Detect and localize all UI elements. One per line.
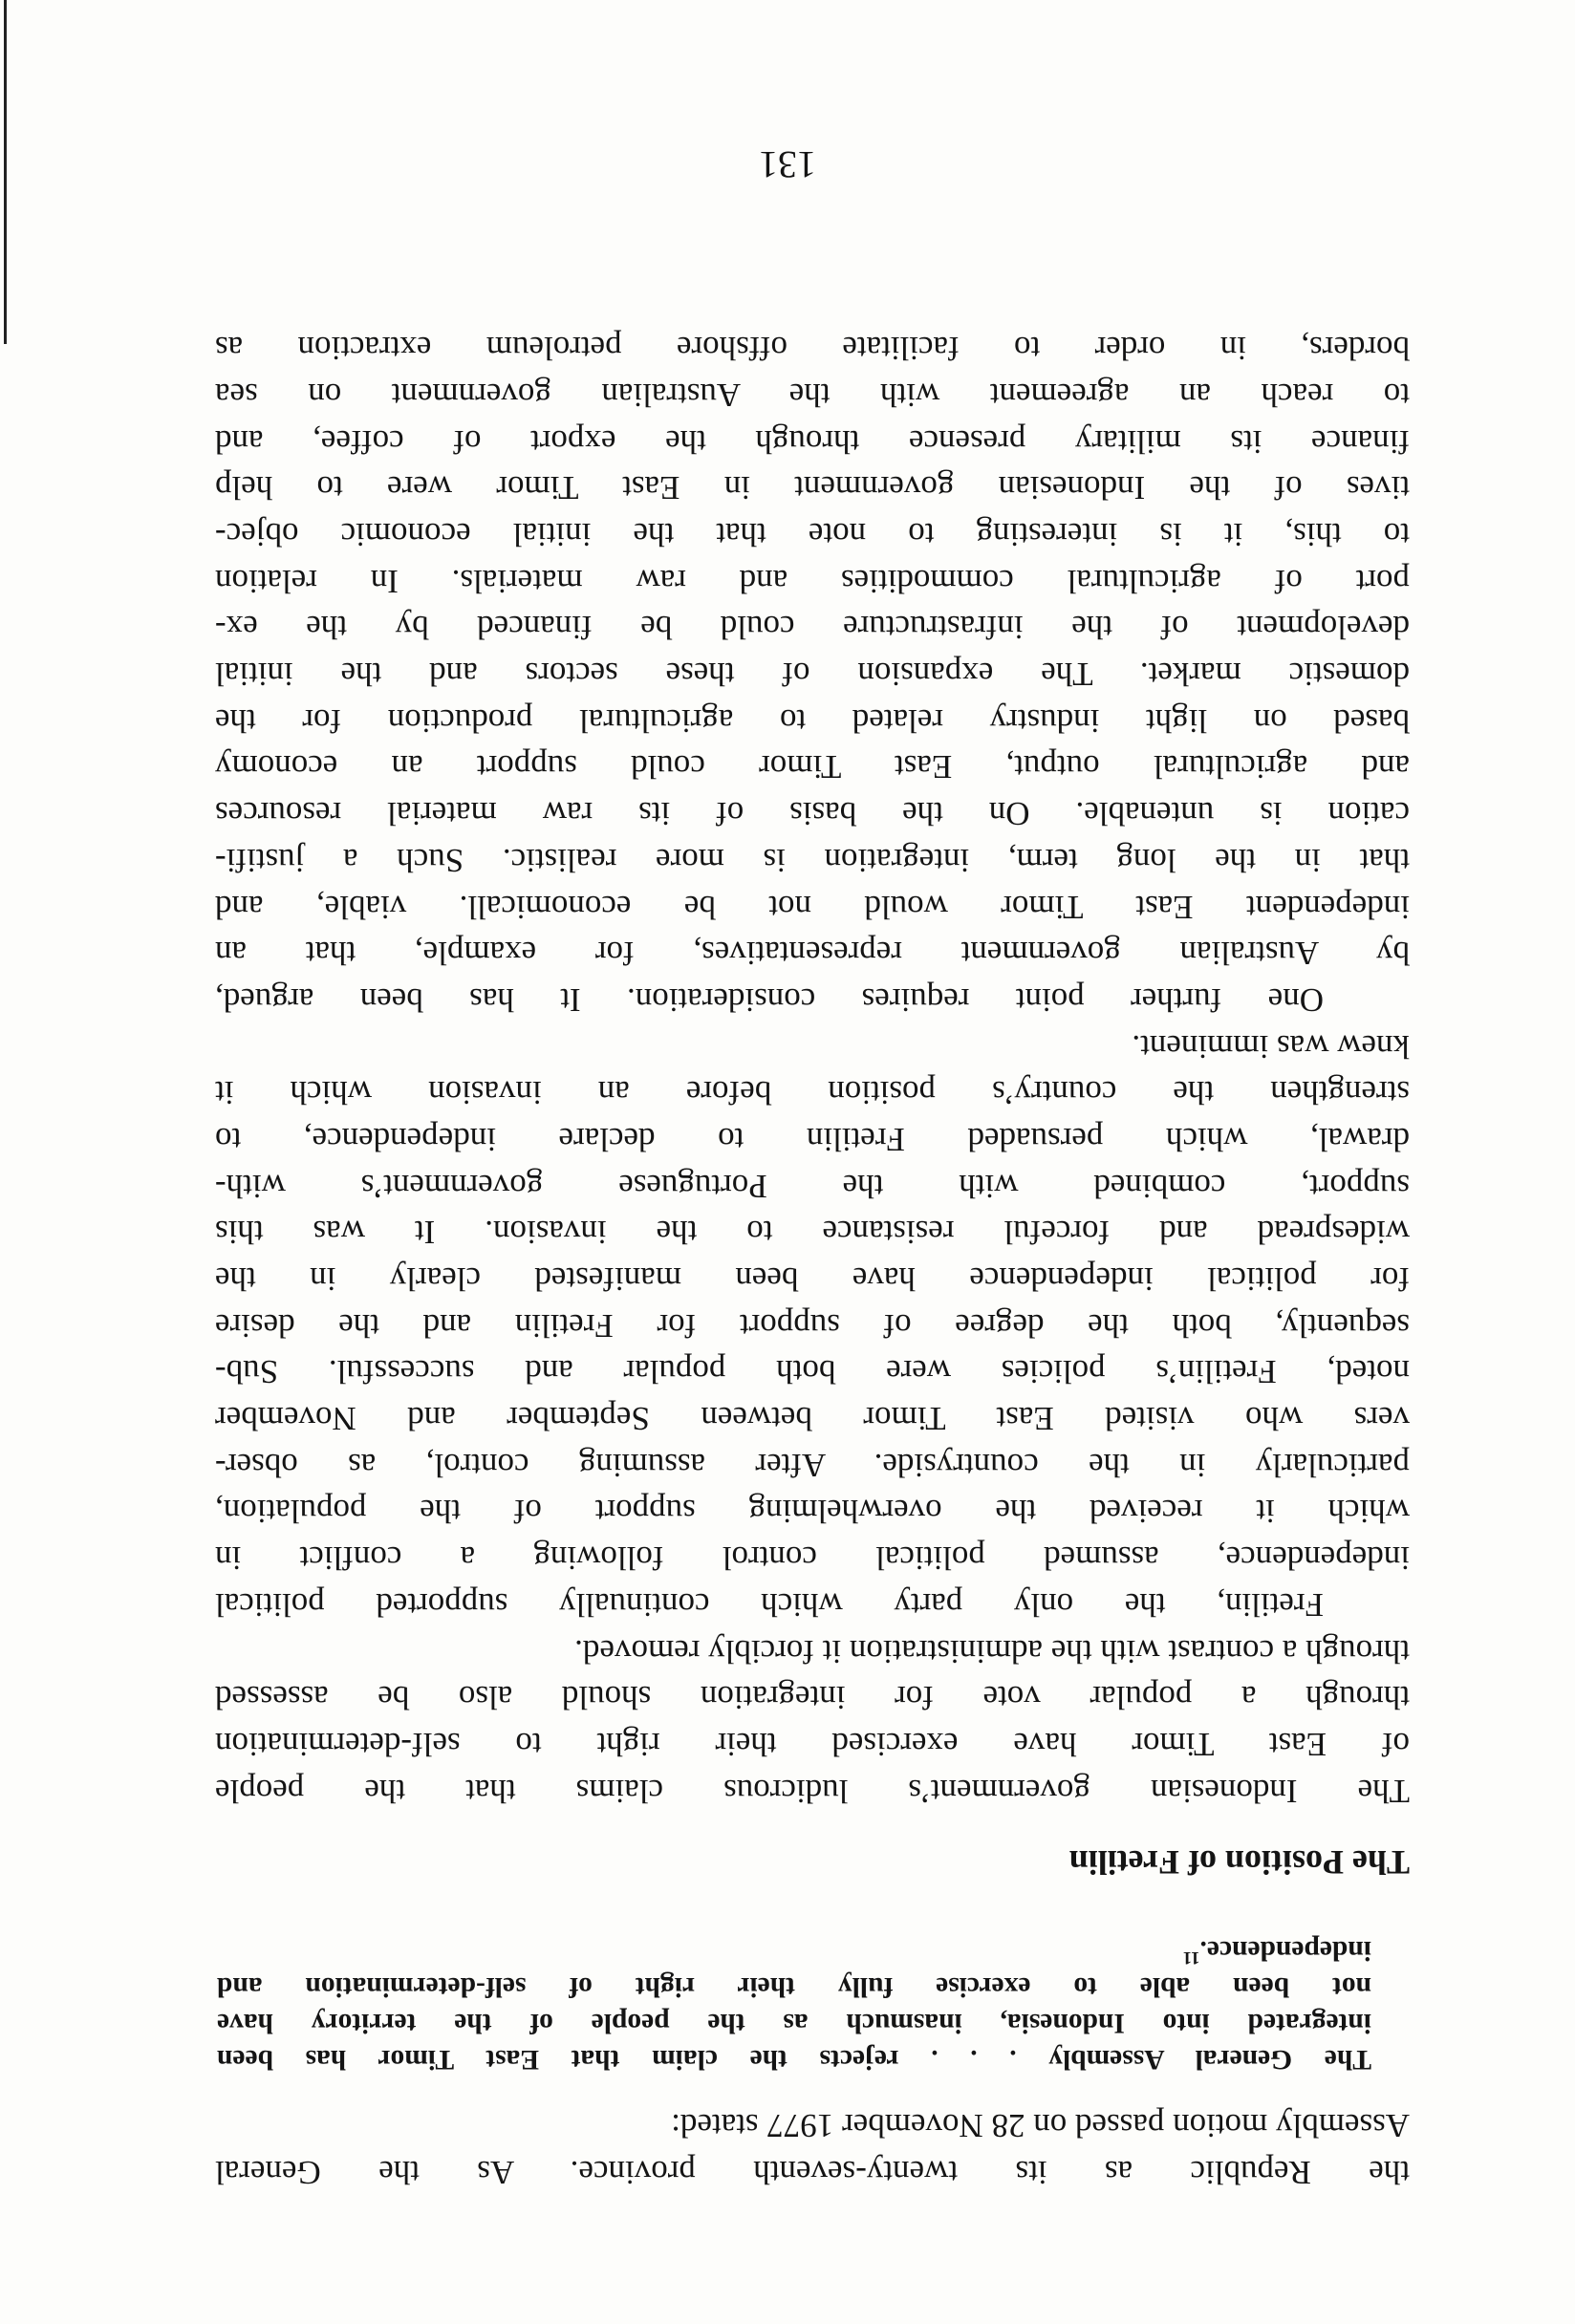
text-line: One further point requires consideration. It has been argued, (215, 980, 1324, 1019)
text-line: by Australian government representatives, for example, that an (215, 935, 1410, 973)
text-line: to this, it is interesting to note that the initial economic objec- (215, 516, 1410, 554)
text-line: particularly in the countryside. After assuming control, as obser- (215, 1446, 1410, 1484)
text-line: Fretilin, the only party which continually supported political (215, 1585, 1324, 1624)
text-line: The Indonesian government’s ludicrous claims that the people (215, 1772, 1410, 1810)
text-line: to reach an agreement with the Australian government on sea (215, 377, 1410, 414)
text-line: of East Timor have exercised their right to self-determination (215, 1725, 1410, 1763)
text-line: strengthen the country’s position before an invasion which it (215, 1074, 1410, 1112)
quote-line: The General Assembly . . . rejects the claim that East Timor has been (217, 2043, 1371, 2075)
text-line: through a contrast with the administration it forcibly removed. (574, 1632, 1410, 1670)
text-line: cation is untenable. On the basis of its raw material resources (215, 795, 1410, 833)
text-line: independence, assumed political control following a conflict in (215, 1539, 1410, 1578)
text-line: Assembly motion passed on 28 November 1977 stated: (671, 2107, 1410, 2145)
quote-line: not been able to exercise fully their right of self-determination and (217, 1970, 1371, 2002)
text-line: finance its military presence through the export of coffee, and (215, 422, 1410, 461)
page-body (215, 325, 1410, 2195)
quote-line-last (217, 1932, 1371, 1969)
text-line: drawal, which persuaded Fretilin to declare independence, to (215, 1121, 1410, 1158)
text-line: noted, Fretilin’s policies were both popular and successful. Sub- (215, 1353, 1410, 1391)
text-line: through a popular vote for integration should also be assessed (215, 1679, 1410, 1717)
footnote-marker: 11 (1182, 1947, 1200, 1968)
text-line: vers who visited East Timor between September and November (215, 1400, 1410, 1438)
text-line: tives of the Indonesian government in East Timor were to help (215, 469, 1410, 507)
text-line: development of the infrastructure could be financed by the ex- (215, 609, 1410, 647)
text-line: port of agricultural commodities and raw materials. In relation (215, 562, 1410, 600)
text-line: widespread and forceful resistance to the invasion. It was this (215, 1214, 1410, 1252)
text-line: for political independence have been manifested clearly in the (215, 1260, 1410, 1299)
section-heading: The Position of Fretilin (1068, 1842, 1410, 1882)
text-line: independent East Timor would not be economicall. viable, and (215, 888, 1410, 926)
text-line: domestic market. The expansion of these sectors and the initial (215, 656, 1410, 694)
text-line: knew was imminent. (1132, 1027, 1410, 1065)
paragraph-1 (215, 1627, 1410, 1814)
text-line: borders, in order to facilitate offshore petroleum extraction as (215, 330, 1410, 368)
text-line: the Republic as its twenty-seventh province. As the General (215, 2154, 1410, 2191)
quote-line: integrated into Indonesia, inasmuch as the people of the territory have (217, 2007, 1371, 2038)
paragraph-3 (215, 325, 1410, 1022)
intro-text (215, 2102, 1410, 2195)
text-line: based on light industry related to agricultural production for the (215, 701, 1410, 740)
block-quote (217, 1932, 1371, 2077)
text-line: support, combined with the Portuguese government’s with- (215, 1167, 1410, 1205)
text-line: sequently, both the degree of support for Fretilin and the desire (215, 1306, 1410, 1345)
paragraph-2 (215, 1022, 1410, 1627)
quote-line-text: independence. (1199, 1934, 1371, 1966)
text-line: which it received the overwhelming support of the population, (215, 1493, 1410, 1531)
text-line: that in the long term, integration is more realistic. Such a justifi- (215, 841, 1410, 879)
page-number: 131 (759, 143, 816, 186)
text-line: and agricultural output, East Timor could support an economy (215, 748, 1410, 786)
